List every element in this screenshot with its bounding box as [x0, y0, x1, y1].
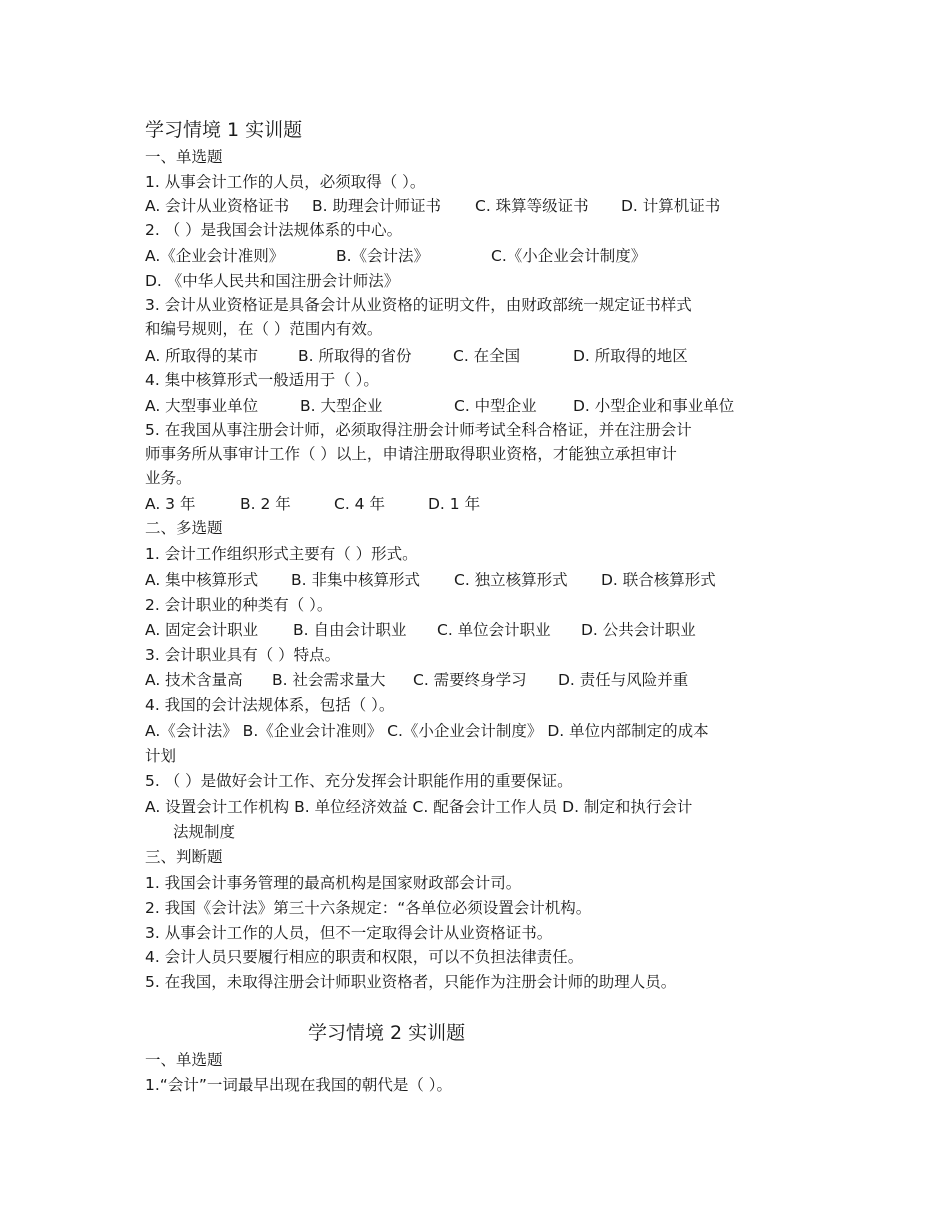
judge-item-4: 4. 会计人员只要履行相应的职责和权限，可以不负担法律责任。 — [145, 948, 584, 966]
m1-option-a: A. 集中核算形式 — [145, 571, 259, 589]
m2-options — [145, 620, 696, 640]
q3-option-c: C. 在全国 — [453, 347, 521, 365]
m5-options-line1: A. 设置会计工作机构 B. 单位经济效益 C. 配备会计工作人员 D. 制定和执行会计 — [145, 798, 693, 816]
q2-option-c: C.《小企业会计制度》 — [491, 247, 647, 265]
q1-option-b: B. 助理会计师证书 — [312, 197, 441, 215]
m2-option-a: A. 固定会计职业 — [145, 621, 259, 639]
q5-option-d: D. 1 年 — [428, 495, 481, 513]
q5-option-a: A. 3 年 — [145, 495, 196, 513]
m2-stem: 2. 会计职业的种类有（ ）。 — [145, 596, 333, 614]
q2-stem: 2. （ ）是我国会计法规体系的中心。 — [145, 221, 403, 239]
m1-stem: 1. 会计工作组织形式主要有（ ）形式。 — [145, 545, 418, 563]
q3-stem-line2: 和编号规则，在（ ）范围内有效。 — [145, 320, 383, 338]
q4-option-a: A. 大型事业单位 — [145, 397, 259, 415]
m3-option-a: A. 技术含量高 — [145, 671, 243, 689]
m3-option-b: B. 社会需求量大 — [272, 671, 386, 689]
q1-stem: 1. 从事会计工作的人员，必须取得（ ）。 — [145, 173, 426, 191]
q3-stem-line1: 3. 会计从业资格证是具备会计从业资格的证明文件，由财政部统一规定证书样式 — [145, 296, 692, 314]
judge-heading: 三、判断题 — [145, 848, 223, 866]
m4-options-line1: A.《会计法》 B.《企业会计准则》 C.《小企业会计制度》 D. 单位内部制定的成本 — [145, 722, 709, 740]
m4-options-line2: 计划 — [145, 747, 177, 765]
m1-option-d: D. 联合核算形式 — [601, 571, 716, 589]
q4-stem: 4. 集中核算形式一般适用于（ ）。 — [145, 371, 379, 389]
m1-option-b: B. 非集中核算形式 — [291, 571, 420, 589]
q5-stem-line1: 5. 在我国从事注册会计师，必须取得注册会计师考试全科合格证，并在注册会计 — [145, 421, 692, 439]
q3-options — [145, 346, 688, 366]
q1-options — [145, 196, 720, 216]
q5-stem-line2: 师事务所从事审计工作（ ）以上，申请注册取得职业资格，才能独立承担审计 — [145, 445, 677, 463]
q5-option-c: C. 4 年 — [334, 495, 385, 513]
m2-option-b: B. 自由会计职业 — [293, 621, 407, 639]
m5-stem: 5. （ ）是做好会计工作、充分发挥会计职能作用的重要保证。 — [145, 772, 573, 790]
q3-option-a: A. 所取得的某市 — [145, 347, 259, 365]
q1-option-d: D. 计算机证书 — [621, 197, 721, 215]
m1-options — [145, 570, 716, 590]
section2-title: 学习情境 2 实训题 — [308, 1022, 466, 1044]
m4-stem: 4. 我国的会计法规体系，包括（ ）。 — [145, 696, 395, 714]
section1-title: 学习情境 1 实训题 — [145, 119, 303, 141]
q5-options — [145, 494, 480, 514]
judge-item-2: 2. 我国《会计法》第三十六条规定：“各单位必须设置会计机构。 — [145, 899, 592, 917]
q2-option-d: D. 《中华人民共和国注册会计师法》 — [145, 272, 400, 290]
q1-option-c: C. 珠算等级证书 — [475, 197, 589, 215]
m5-options-line2: 法规制度 — [173, 823, 236, 841]
m2-option-c: C. 单位会计职业 — [437, 621, 551, 639]
m3-options — [145, 670, 688, 690]
m1-option-c: C. 独立核算形式 — [454, 571, 568, 589]
q4-option-d: D. 小型企业和事业单位 — [573, 397, 735, 415]
q5-stem-line3: 业务。 — [145, 469, 192, 487]
section2-single-heading: 一、单选题 — [145, 1051, 223, 1069]
q5-option-b: B. 2 年 — [240, 495, 291, 513]
q4-options — [145, 396, 734, 416]
q3-option-b: B. 所取得的省份 — [298, 347, 412, 365]
m3-stem: 3. 会计职业具有（ ）特点。 — [145, 646, 341, 664]
m3-option-d: D. 责任与风险并重 — [558, 671, 689, 689]
section2-q1-stem: 1.“会计”一词最早出现在我国的朝代是（ ）。 — [145, 1076, 453, 1094]
q2-option-b: B.《会计法》 — [336, 247, 430, 265]
multi-choice-heading: 二、多选题 — [145, 519, 223, 537]
q2-option-a: A.《企业会计准则》 — [145, 247, 285, 265]
q4-option-c: C. 中型企业 — [454, 397, 537, 415]
m2-option-d: D. 公共会计职业 — [581, 621, 696, 639]
judge-item-1: 1. 我国会计事务管理的最高机构是国家财政部会计司。 — [145, 874, 522, 892]
q3-option-d: D. 所取得的地区 — [573, 347, 688, 365]
q2-options — [145, 246, 646, 266]
q4-option-b: B. 大型企业 — [300, 397, 383, 415]
judge-item-5: 5. 在我国，未取得注册会计师职业资格者，只能作为注册会计师的助理人员。 — [145, 973, 677, 991]
judge-item-3: 3. 从事会计工作的人员，但不一定取得会计从业资格证书。 — [145, 924, 553, 942]
q1-option-a: A. 会计从业资格证书 — [145, 197, 290, 215]
m3-option-c: C. 需要终身学习 — [413, 671, 527, 689]
single-choice-heading: 一、单选题 — [145, 148, 223, 166]
